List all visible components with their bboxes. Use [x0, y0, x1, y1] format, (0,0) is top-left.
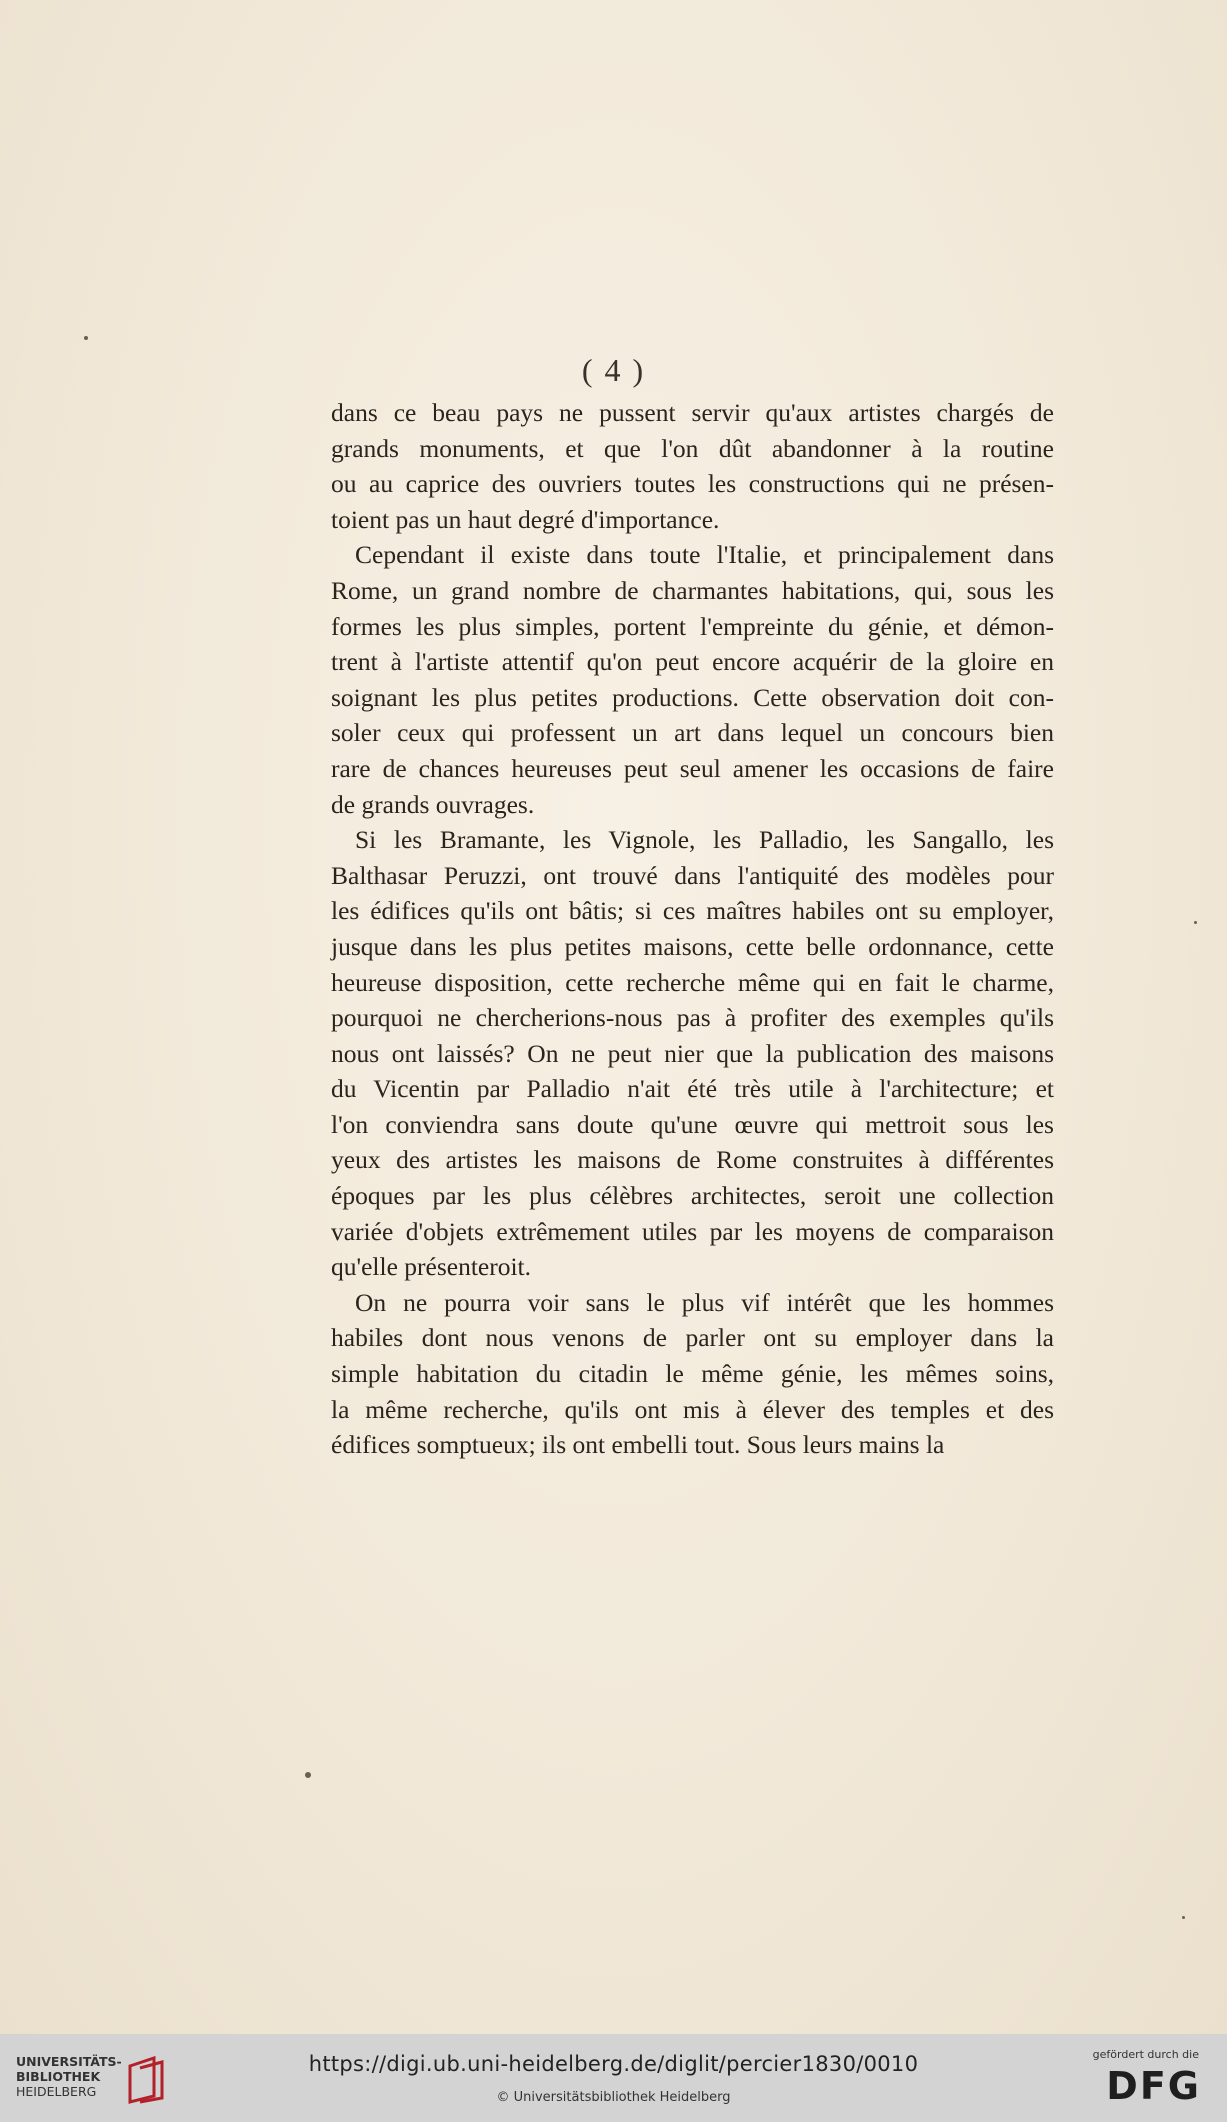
- library-name-line: HEIDELBERG: [16, 2084, 97, 2099]
- copyright-notice: © Universitätsbibliothek Heidelberg: [496, 2090, 731, 2105]
- paper-speck: [1182, 1916, 1185, 1919]
- text-line: yeux des artistes les maisons de Rome construites à différentes: [331, 1145, 1054, 1175]
- footer-bar: [0, 2034, 1227, 2122]
- text-line: la même recherche, qu'ils ont mis à élever des temples et des: [331, 1394, 1054, 1424]
- text-line: habiles dont nous venons de parler ont su employer dans la: [331, 1323, 1054, 1353]
- paper-speck: [1194, 921, 1197, 924]
- library-name-line: UNIVERSITÄTS-: [16, 2054, 122, 2069]
- body-text: [331, 395, 1054, 1463]
- text-line: soignant les plus petites productions. Cette observation doit con-: [331, 682, 1054, 712]
- text-line: jusque dans les plus petites maisons, cette belle ordonnance, cette: [331, 931, 1054, 961]
- text-line: édifices somptueux; ils ont embelli tout. Sous leurs mains la: [331, 1430, 945, 1460]
- text-line: l'on conviendra sans doute qu'une œuvre qui mettroit sous les: [331, 1109, 1054, 1139]
- text-line: dans ce beau pays ne pussent servir qu'aux artistes chargés de: [331, 398, 1054, 427]
- text-line: époques par les plus célèbres architectes, seroit une collection: [331, 1181, 1054, 1211]
- text-line: rare de chances heureuses peut seul amener les occasions de faire: [331, 753, 1054, 783]
- page-number: ( 4 ): [581, 352, 646, 388]
- text-line: nous ont laissés? On ne peut nier que la publication des maisons: [331, 1038, 1054, 1068]
- paragraph: [331, 395, 1054, 537]
- text-line: heureuse disposition, cette recherche même qui en fait le charme,: [331, 967, 1054, 997]
- text-line: du Vicentin par Palladio n'ait été très utile à l'architecture; et: [331, 1074, 1054, 1104]
- text-line: Balthasar Peruzzi, ont trouvé dans l'antiquité des modèles pour: [331, 860, 1054, 890]
- dfg-logo[interactable]: DFG: [1106, 2064, 1201, 2108]
- text-line: soler ceux qui professent un art dans lequel un concours bien: [331, 718, 1054, 748]
- text-line: Si les Bramante, les Vignole, les Palladio, les Sangallo, les: [355, 825, 1054, 855]
- paragraph: [331, 537, 1054, 822]
- text-line: qu'elle présenteroit.: [331, 1252, 532, 1282]
- permalink-url[interactable]: https://digi.ub.uni-heidelberg.de/diglit/percier1830/0010: [308, 2052, 919, 2076]
- text-line: grands monuments, et que l'on dût abandonner à la routine: [331, 433, 1054, 463]
- text-line: ou au caprice des ouvriers toutes les constructions qui ne présen-: [331, 469, 1054, 499]
- paragraph: [331, 1285, 1054, 1463]
- text-line: On ne pourra voir sans le plus vif intérêt que les hommes: [355, 1287, 1054, 1317]
- paper-speck: [305, 1772, 311, 1778]
- text-line: formes les plus simples, portent l'empreinte du génie, et démon-: [331, 611, 1054, 641]
- text-line: les édifices qu'ils ont bâtis; si ces maîtres habiles ont su employer,: [331, 896, 1054, 926]
- paper-speck: [84, 336, 88, 340]
- paragraph: [331, 822, 1054, 1285]
- text-line: Rome, un grand nombre de charmantes habitations, qui, sous les: [331, 575, 1054, 605]
- text-line: trent à l'artiste attentif qu'on peut encore acquérir de la gloire en: [331, 647, 1054, 677]
- text-line: Cependant il existe dans toute l'Italie, et principalement dans: [355, 540, 1054, 570]
- text-line: variée d'objets extrêmement utiles par les moyens de comparaison: [331, 1216, 1054, 1246]
- library-name-line: BIBLIOTHEK: [16, 2069, 101, 2084]
- text-line: de grands ouvrages.: [331, 789, 535, 819]
- funder-caption: gefördert durch die: [1092, 2048, 1199, 2061]
- text-line: toient pas un haut degré d'importance.: [331, 504, 720, 534]
- text-line: simple habitation du citadin le même génie, les mêmes soins,: [331, 1359, 1054, 1389]
- text-line: pourquoi ne chercherions-nous pas à profiter des exemples qu'ils: [331, 1003, 1054, 1033]
